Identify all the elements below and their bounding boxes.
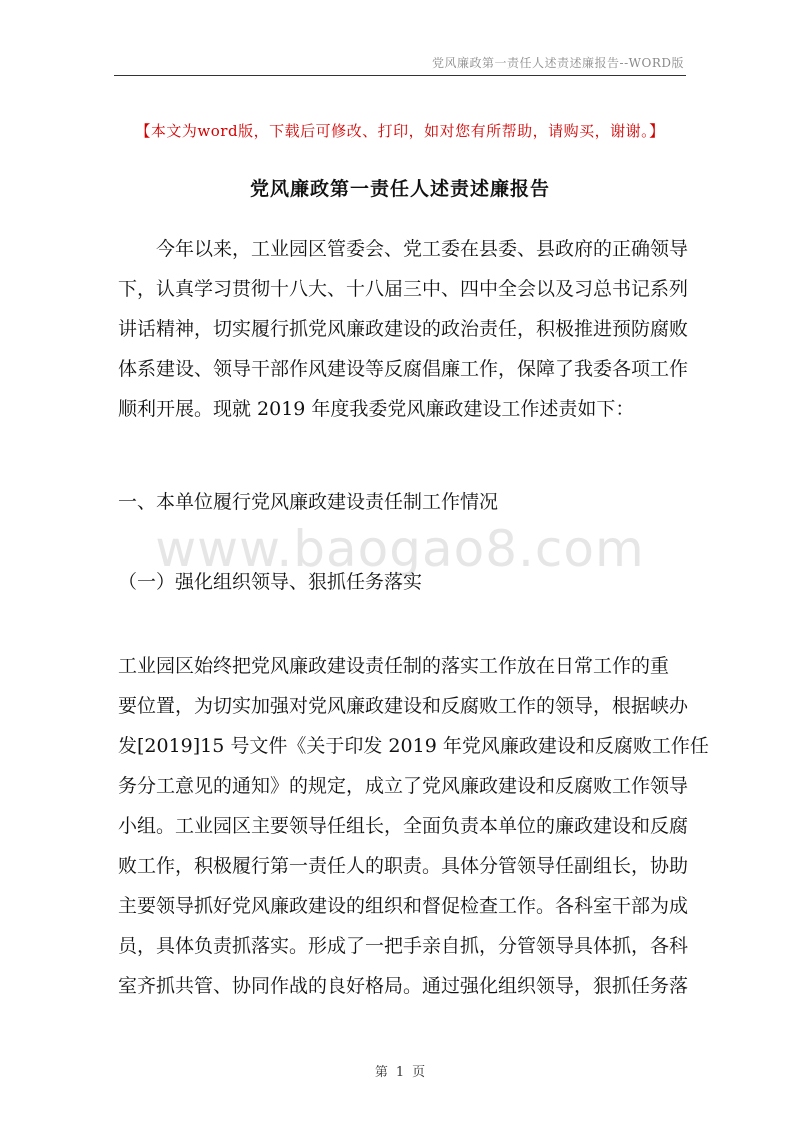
header-divider — [114, 75, 686, 76]
paragraph-line: 小组。工业园区主要领导任组长，全面负责本单位的廉政建设和反腐 — [118, 815, 689, 837]
purchase-notice: 【本文为word版，下载后可修改、打印，如对您有所帮助，请购买，谢谢。】 — [135, 122, 665, 140]
document-title: 党风廉政第一责任人述责述廉报告 — [249, 178, 550, 200]
running-header: 党风廉政第一责任人述责述廉报告--WORD版 — [432, 56, 684, 70]
body-paragraph — [118, 646, 709, 1006]
paragraph-line: 下，认真学习贯彻十八大、十八届三中、四中全会以及习总书记系列 — [118, 278, 689, 300]
page-number-suffix: 页 — [412, 1065, 426, 1080]
paragraph-line: 败工作，积极履行第一责任人的职责。具体分管领导任副组长，协助 — [118, 855, 689, 877]
paragraph-line: 顺利开展。现就 2019 年度我委党风廉政建设工作述责如下： — [118, 398, 635, 420]
paragraph-line: 务分工意见的通知》的规定，成立了党风廉政建设和反腐败工作领导 — [118, 775, 689, 797]
paragraph-line: 体系建设、领导干部作风建设等反腐倡廉工作，保障了我委各项工作 — [118, 358, 689, 380]
paragraph-line: 发[2019]15 号文件《关于印发 2019 年党风廉政建设和反腐败工作任 — [118, 735, 709, 757]
paragraph-line: 主要领导抓好党风廉政建设的组织和督促检查工作。各科室干部为成 — [118, 895, 689, 917]
section-heading: 一、本单位履行党风廉政建设责任制工作情况 — [118, 491, 499, 513]
page-number-prefix: 第 — [374, 1065, 388, 1080]
intro-paragraph — [118, 229, 689, 429]
paragraph-line: 室齐抓共管、协同作战的良好格局。通过强化组织领导，狠抓任务落 — [118, 975, 689, 997]
page-number-value: 1 — [395, 1065, 405, 1080]
page-number — [0, 1061, 800, 1080]
subsection-heading: （一）强化组织领导、狠抓任务落实 — [118, 571, 423, 593]
watermark: www.baogao8.com — [155, 520, 645, 578]
paragraph-line: 要位置，为切实加强对党风廉政建设和反腐败工作的领导，根据峡办 — [118, 695, 689, 717]
paragraph-line: 员，具体负责抓落实。形成了一把手亲自抓，分管领导具体抓，各科 — [118, 935, 689, 957]
paragraph-line: 讲话精神，切实履行抓党风廉政建设的政治责任，积极推进预防腐败 — [118, 318, 689, 340]
paragraph-line: 今年以来，工业园区管委会、党工委在县委、县政府的正确领导 — [156, 238, 689, 260]
paragraph-line: 工业园区始终把党风廉政建设责任制的落实工作放在日常工作的重 — [118, 655, 670, 677]
